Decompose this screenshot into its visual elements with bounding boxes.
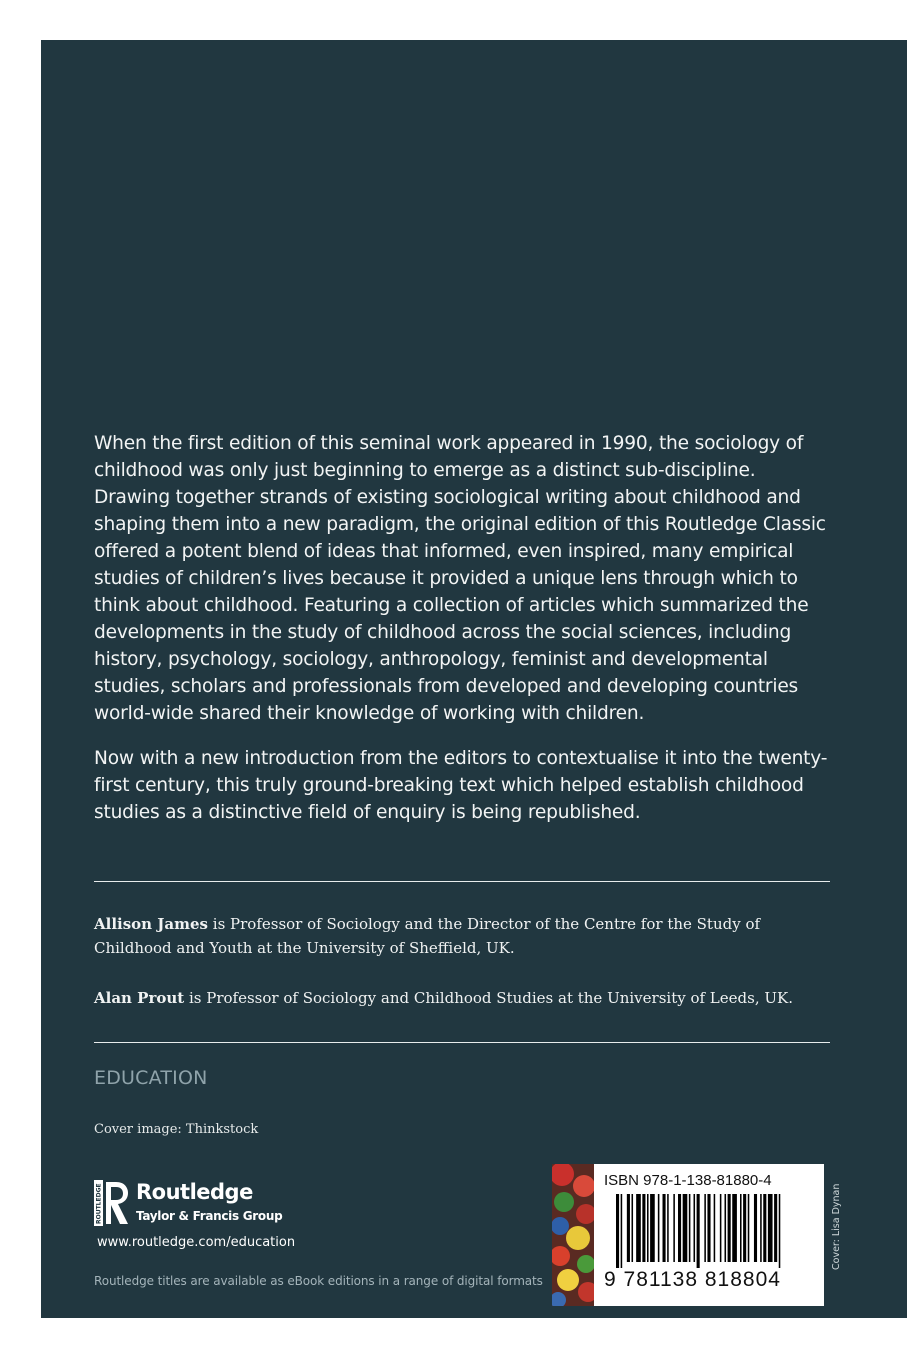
barcode-bar bbox=[621, 1194, 623, 1268]
publisher-group: Taylor & Francis Group bbox=[136, 1209, 283, 1223]
barcode-bar bbox=[725, 1194, 727, 1262]
barcode-bar bbox=[732, 1194, 737, 1262]
author-description-2: is Professor of Sociology and Childhood Studies at the University of Leeds, UK. bbox=[184, 989, 793, 1007]
cover-image-credit: Cover image: Thinkstock bbox=[94, 1122, 259, 1137]
divider-bottom bbox=[94, 1042, 830, 1043]
barcode-bar bbox=[720, 1194, 722, 1262]
ebook-note: Routledge titles are available as eBook editions in a range of digital formats bbox=[94, 1274, 543, 1288]
author-bio-2 bbox=[94, 986, 834, 1010]
informa-business-label bbox=[709, 1288, 806, 1300]
informa-suffix: business bbox=[762, 1288, 807, 1300]
author-name-1: Allison James bbox=[94, 915, 208, 933]
barcode-bar bbox=[704, 1194, 706, 1262]
divider-top bbox=[94, 881, 830, 882]
informa-prefix: an bbox=[709, 1288, 724, 1300]
barcode-bar bbox=[763, 1194, 766, 1262]
barcode-bar bbox=[768, 1194, 773, 1262]
barcode-bar bbox=[642, 1194, 645, 1262]
blurb-paragraph-1: When the first edition of this seminal work appeared in 1990, the sociology of childhood was only just beginning to emerge as a distinct sub-discipline. Drawing together strands of existing sociological writing about childhood and shaping them into a new paradigm, the original edition of this Routledge Classic offered a potent blend of ideas that informed, even inspired, many empirical studies of children’s lives because it provided a unique lens through which to think about childhood. Featuring a collection of articles which summarized the developments in the study of childhood across the social sciences, including history, psychology, sociology, anthropology, feminist and developmental studies, scholars and professionals from developed and developing countries world-wide shared their knowledge of working with children. bbox=[94, 433, 826, 724]
author-description-1: is Professor of Sociology and the Director of the Centre for the Study of Childhood and Youth at the University of Sheffield, UK. bbox=[94, 915, 761, 957]
barcode-bar bbox=[689, 1194, 691, 1262]
blurb bbox=[94, 430, 834, 844]
barcode-bar bbox=[627, 1194, 630, 1262]
barcode-bar bbox=[647, 1194, 649, 1262]
barcode-bar bbox=[754, 1194, 757, 1262]
barcode-bar bbox=[650, 1194, 655, 1262]
subject-category: EDUCATION bbox=[94, 1067, 208, 1089]
barcode-bar bbox=[673, 1194, 675, 1262]
barcode-bar bbox=[714, 1194, 716, 1262]
isbn-label: ISBN 978-1-138-81880-4 bbox=[604, 1172, 772, 1189]
barcode-bar bbox=[743, 1194, 746, 1262]
barcode-bar bbox=[774, 1194, 777, 1262]
barcode-bar bbox=[740, 1194, 742, 1262]
barcode-bar bbox=[663, 1194, 666, 1262]
barcode-bar bbox=[683, 1194, 688, 1262]
cover-designer-credit: Cover: Lisa Dynan bbox=[831, 1183, 842, 1270]
candy-photo-image bbox=[552, 1164, 594, 1306]
publisher-logo bbox=[94, 1178, 334, 1228]
barcode-bar bbox=[636, 1194, 641, 1262]
barcode-panel bbox=[552, 1164, 824, 1306]
barcode-bar bbox=[728, 1194, 731, 1262]
barcode-bar bbox=[760, 1194, 762, 1262]
barcode-bar bbox=[694, 1194, 696, 1262]
barcode-bar bbox=[779, 1194, 781, 1268]
barcode-bar bbox=[667, 1194, 669, 1262]
svg-text:ROUTLEDGE: ROUTLEDGE bbox=[95, 1183, 103, 1224]
barcode-bar bbox=[748, 1194, 750, 1262]
barcode-bar bbox=[658, 1194, 660, 1262]
barcode-bar bbox=[707, 1194, 710, 1262]
informa-brand: informa bbox=[723, 1288, 763, 1300]
routledge-r-icon bbox=[94, 1180, 130, 1226]
back-cover bbox=[41, 40, 907, 1318]
barcode-bars bbox=[616, 1194, 822, 1268]
barcode-number: 9 781138 818804 bbox=[604, 1268, 781, 1291]
publisher-name: Routledge bbox=[136, 1180, 253, 1204]
blurb-paragraph-2: Now with a new introduction from the editors to contextualise it into the twenty-first century, this truly ground-breaking text which helped establish childhood studies as a distinctive field of enquiry is being republished. bbox=[94, 748, 828, 823]
barcode-bar bbox=[616, 1194, 619, 1268]
barcode-bar bbox=[678, 1194, 681, 1262]
barcode-bar bbox=[632, 1194, 634, 1262]
author-name-2: Alan Prout bbox=[94, 989, 185, 1007]
author-bio-1 bbox=[94, 912, 834, 960]
publisher-url[interactable]: www.routledge.com/education bbox=[97, 1235, 296, 1250]
barcode-bar bbox=[697, 1194, 700, 1268]
